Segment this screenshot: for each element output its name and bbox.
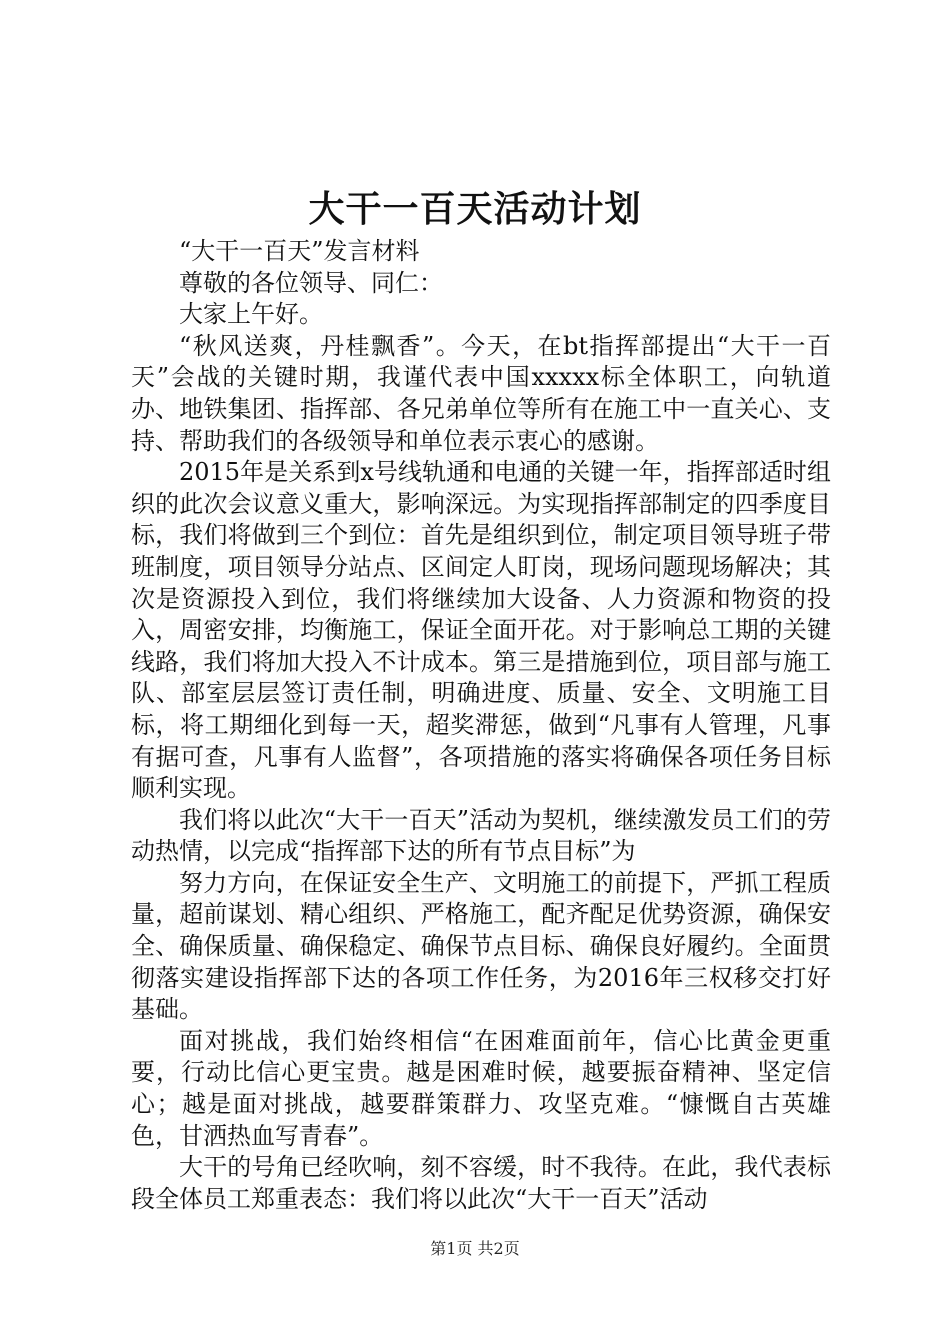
document-title: 大干一百天活动计划 [308,188,642,230]
paragraph-heading: “大干一百天”发言材料 [179,237,420,265]
paragraph: 努力方向，在保证安全生产、文明施工的前提下，严抓工程质量，超前谋划、精心组织、严格施工，配齐配足优势资源，确保安全、确保质量、确保稳定、确保节点目标、确保良好履约。全面贯彻落实建设指挥部下达的各项工作任务，为2016年三权移交打好基础。 [131,868,831,1024]
paragraph: 2015年是关系到x号线轨通和电通的关键一年，指挥部适时组织的此次会议意义重大，影响深远。为实现指挥部制定的四季度目标，我们将做到三个到位：首先是组织到位，制定项目领导班子带班制度，项目领导分站点、区间定人盯岗，现场问题现场解决；其次是资源投入到位，我们将继续加大设备、人力资源和物资的投入，周密安排，均衡施工，保证全面开花。对于影响总工期的关键线路，我们将加大投入不计成本。第三是措施到位，项目部与施工队、部室层层签订责任制，明确进度、质量、安全、文明施工目标，将工期细化到每一天，超奖滞惩，做到“凡事有人管理，凡事有据可查，凡事有人监督”，各项措施的落实将确保各项任务目标顺利实现。 [131,458,831,803]
paragraph-salutation: 尊敬的各位领导、同仁： [179,268,443,297]
document-body [131,236,831,1215]
paragraph: 面对挑战，我们始终相信“在困难面前年，信心比黄金更重要，行动比信心更宝贵。越是困难时候，越要振奋精神、坚定信心；越是面对挑战，越要群策群力、攻坚克难。“慷慨自古英雄色，甘洒热血写青春”。 [131,1026,831,1150]
paragraph-greeting: 大家上午好。 [179,300,323,329]
paragraph: 我们将以此次“大干一百天”活动为契机，继续激发员工们的劳动热情，以完成“指挥部下达的所有节点目标”为 [131,805,831,866]
paragraph: 大干的号角已经吹响，刻不容缓，时不我待。在此，我代表标段全体员工郑重表态：我们将以此次“大干一百天”活动 [131,1153,831,1213]
page-number-footer: 第1页 共2页 [430,1239,520,1258]
paragraph: “秋风送爽，丹桂飘香”。今天，在bt指挥部提出“大干一百天”会战的关键时期，我谨代表中国xxxxx标全体职工，向轨道办、地铁集团、指挥部、各兄弟单位等所有在施工中一直关心、支持、帮助我们的各级领导和单位表示衷心的感谢。 [131,331,831,455]
